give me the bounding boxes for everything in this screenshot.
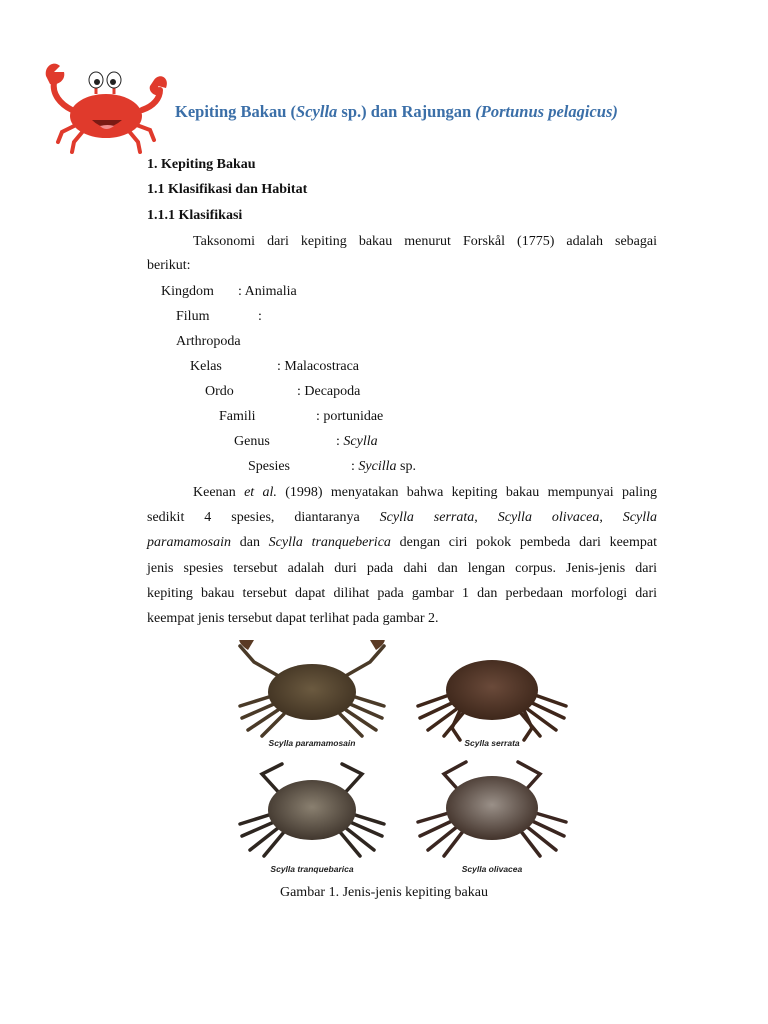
photo-caption-paramamosain: Scylla paramamosain: [268, 738, 356, 748]
intro-line-2: berikut:: [147, 258, 191, 273]
crab-photo-serrata: [418, 660, 566, 740]
taxonomy-spesies-label: Spesies: [248, 459, 290, 474]
page-title: Kepiting Bakau (Scylla sp.) dan Rajungan (Portunus pelagicus): [175, 102, 618, 121]
cartoon-crab-icon: [42, 58, 170, 154]
taxonomy-kelas-label: Kelas: [190, 359, 222, 374]
taxonomy-kingdom-label: Kingdom: [161, 284, 214, 299]
taxonomy-genus-label: Genus: [234, 434, 270, 449]
section-heading-1-1: 1.1 Klasifikasi dan Habitat: [147, 182, 308, 197]
taxonomy-genus-value: : Scylla: [336, 434, 378, 449]
photo-caption-serrata: Scylla serrata: [464, 738, 520, 748]
paragraph-line-2: sedikit 4 spesies, diantaranya Scylla serrata, Scylla olivacea, Scylla: [147, 510, 658, 525]
paragraph-line-4: jenis spesies tersebut adalah duri pada dahi dan lengan corpus. Jenis-jenis dari: [147, 561, 657, 576]
taxonomy-filum-label: Filum: [176, 309, 210, 324]
crab-photo-tranquebarica: [240, 764, 384, 856]
crab-photo-olivacea: [418, 762, 566, 856]
crab-body: [70, 94, 142, 138]
paragraph-line-6: keempat jenis tersebut dapat terlihat pada gambar 2.: [147, 611, 439, 626]
taxonomy-filum-sep: :: [258, 309, 262, 324]
crab-photo-paramamosain: [239, 640, 385, 736]
section-heading-1: 1. Kepiting Bakau: [147, 157, 256, 172]
paragraph-line-5: kepiting bakau tersebut dapat dilihat pada gambar 1 dan perbedaan morfologi dari: [147, 586, 657, 601]
taxonomy-kingdom-value: : Animalia: [238, 284, 297, 299]
paragraph-line-3: paramamosain dan Scylla tranqueberica dengan ciri pokok pembeda dari keempat: [147, 535, 658, 550]
crab-photos-figure: [222, 640, 582, 880]
taxonomy-kelas-value: : Malacostraca: [277, 359, 360, 374]
paragraph-line-1: Keenan et al. (1998) menyatakan bahwa kepiting bakau mempunyai paling: [193, 485, 657, 500]
taxonomy-ordo-label: Ordo: [205, 384, 234, 399]
crab-eyes: [89, 72, 121, 94]
taxonomy-famili-label: Famili: [219, 409, 256, 424]
right-claw: [142, 76, 167, 110]
taxonomy-filum-value: Arthropoda: [176, 334, 241, 349]
section-heading-1-1-1: 1.1.1 Klasifikasi: [147, 208, 243, 223]
taxonomy-spesies-value: : Sycilla sp.: [351, 459, 416, 474]
figure-caption: Gambar 1. Jenis-jenis kepiting bakau: [279, 885, 488, 900]
photo-caption-olivacea: Scylla olivacea: [461, 864, 523, 874]
taxonomy-famili-value: : portunidae: [316, 409, 384, 424]
photo-caption-tranquebarica: Scylla tranquebarica: [270, 864, 354, 874]
intro-line-1: Taksonomi dari kepiting bakau menurut Forskål (1775) adalah sebagai: [193, 234, 657, 249]
left-claw: [46, 64, 72, 110]
taxonomy-ordo-value: : Decapoda: [297, 384, 361, 399]
